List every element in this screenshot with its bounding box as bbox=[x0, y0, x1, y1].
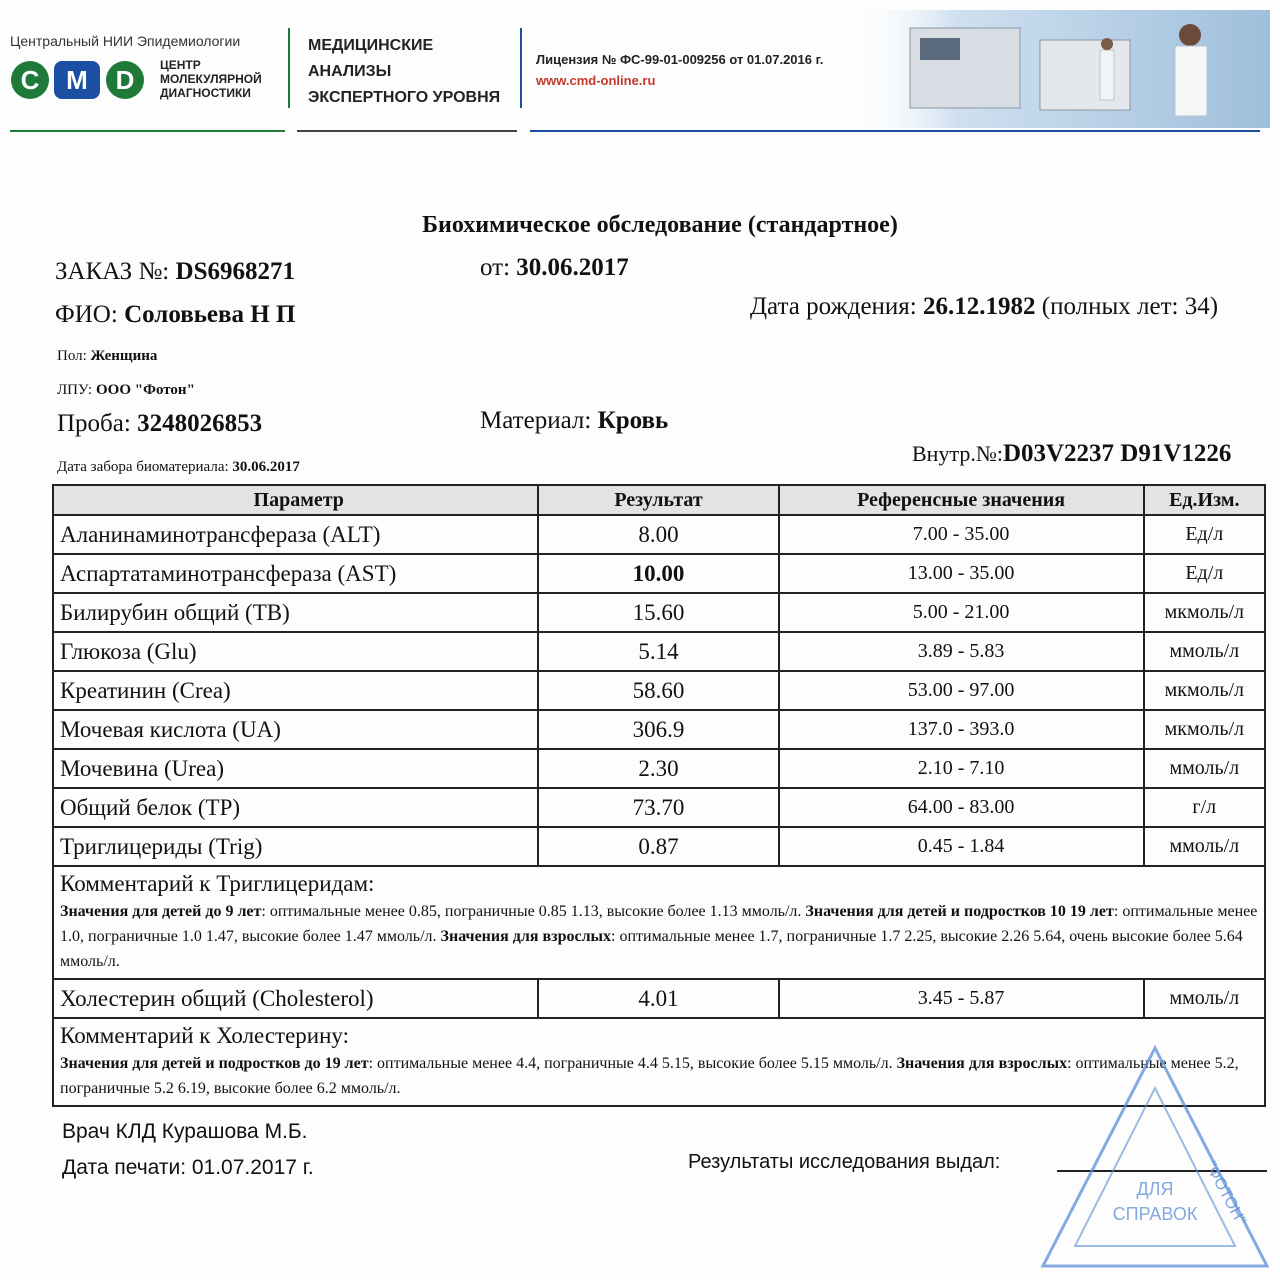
collect-value: 30.06.2017 bbox=[232, 459, 300, 475]
ref-cell: 7.00 - 35.00 bbox=[779, 515, 1144, 554]
unit-cell: ммоль/л bbox=[1144, 827, 1265, 866]
unit-cell: Ед/л bbox=[1144, 554, 1265, 593]
order-date-value: 30.06.2017 bbox=[516, 254, 629, 281]
unit-cell: г/л bbox=[1144, 788, 1265, 827]
trig-teen-text: : оптимальные менее 1.0, пограничные 1.0 1.47, высокие более 1.47 ммоль/л. bbox=[60, 903, 1258, 945]
header-divider-2 bbox=[520, 28, 522, 108]
order-value: DS6968271 bbox=[175, 258, 295, 285]
table-row bbox=[53, 710, 1265, 749]
table-row bbox=[53, 554, 1265, 593]
chol-adult-text: : оптимальные менее 5.2, пограничные 5.2 6.19, высокие более 6.2 ммоль/л. bbox=[60, 1055, 1239, 1097]
ref-cell: 3.89 - 5.83 bbox=[779, 632, 1144, 671]
stamp-line-2: СПРАВОК bbox=[1112, 1204, 1198, 1224]
age-value: (полных лет: 34) bbox=[1041, 293, 1219, 320]
param-cell: Мочевая кислота (UA) bbox=[53, 710, 538, 749]
order-label: ЗАКАЗ №: bbox=[55, 258, 170, 285]
internal-label: Внутр.№: bbox=[912, 441, 1003, 466]
chol-adult-label: Значения для взрослых bbox=[896, 1055, 1068, 1072]
ref-cell: 2.10 - 7.10 bbox=[779, 749, 1144, 788]
issued-by-label: Результаты исследования выдал: bbox=[688, 1151, 1001, 1173]
stamp-line-1: ДЛЯ bbox=[1136, 1179, 1174, 1199]
unit-cell: ммоль/л bbox=[1144, 979, 1265, 1018]
material bbox=[480, 407, 668, 435]
trig-teen-label: Значения для детей и подростков 10 19 лет bbox=[805, 903, 1114, 920]
unit-cell: Ед/л bbox=[1144, 515, 1265, 554]
ref-cell: 13.00 - 35.00 bbox=[779, 554, 1144, 593]
tagline-line-3: ЭКСПЕРТНОГО УРОВНЯ bbox=[308, 89, 501, 106]
sex-label: Пол: bbox=[57, 348, 87, 364]
header-underline-1 bbox=[10, 130, 285, 132]
doctor-name: Врач КЛД Курашова М.Б. bbox=[62, 1120, 308, 1143]
patient-sex bbox=[57, 348, 157, 365]
sample-number bbox=[57, 410, 262, 438]
table-row bbox=[53, 515, 1265, 554]
param-cell: Аланинаминотрансфераза (ALT) bbox=[53, 515, 538, 554]
logo-letter-c: C bbox=[20, 65, 40, 95]
param-cell: Глюкоза (Glu) bbox=[53, 632, 538, 671]
ref-cell: 64.00 - 83.00 bbox=[779, 788, 1144, 827]
param-cell: Билирубин общий (TB) bbox=[53, 593, 538, 632]
header-divider-1 bbox=[288, 28, 290, 108]
sample-value: 3248026853 bbox=[137, 410, 263, 437]
trig-adult-text: : оптимальные менее 1.7, пограничные 1.7 2.25, высокие 2.26 5.64, очень высокие более 5.64 ммоль/л. bbox=[60, 928, 1243, 970]
results-table bbox=[52, 484, 1266, 1107]
material-label: Материал: bbox=[480, 407, 592, 434]
ref-cell: 53.00 - 97.00 bbox=[779, 671, 1144, 710]
tagline bbox=[308, 33, 500, 111]
table-row bbox=[53, 749, 1265, 788]
lab-photo bbox=[850, 10, 1270, 128]
center-name bbox=[160, 58, 262, 100]
chol-children-label: Значения для детей и подростков до 19 лет bbox=[60, 1055, 369, 1072]
collect-date bbox=[57, 459, 300, 476]
unit-cell: мкмоль/л bbox=[1144, 593, 1265, 632]
stamp-top-text: "ФОТОН" bbox=[1201, 1158, 1249, 1228]
order-date bbox=[480, 254, 629, 282]
param-cell: Мочевина (Urea) bbox=[53, 749, 538, 788]
table-row bbox=[53, 671, 1265, 710]
param-cell: Креатинин (Crea) bbox=[53, 671, 538, 710]
chol-children-text: : оптимальные менее 4.4, пограничные 4.4 5.15, высокие более 5.15 ммоль/л. bbox=[368, 1055, 897, 1072]
trig-comment-row bbox=[53, 866, 1265, 979]
order-number bbox=[55, 258, 295, 286]
unit-cell: мкмоль/л bbox=[1144, 710, 1265, 749]
internal-value: D03V2237 D91V1226 bbox=[1002, 440, 1232, 467]
result-cell: 8.00 bbox=[538, 515, 778, 554]
page-title: Биохимическое обследование (стандартное) bbox=[422, 212, 898, 238]
lpu-label: ЛПУ: bbox=[57, 382, 93, 398]
lpu-value: ООО "Фотон" bbox=[95, 382, 195, 398]
table-row bbox=[53, 593, 1265, 632]
trig-children-label: Значения для детей до 9 лет bbox=[60, 903, 262, 920]
unit-cell: мкмоль/л bbox=[1144, 671, 1265, 710]
license-text: Лицензия № ФС-99-01-009256 от 01.07.2016 г. bbox=[536, 52, 824, 67]
tagline-line-1: МЕДИЦИНСКИЕ bbox=[308, 37, 434, 54]
param-cell: Аспартатаминотрансфераза (AST) bbox=[53, 554, 538, 593]
tagline-line-2: АНАЛИЗЫ bbox=[308, 63, 392, 80]
trig-comment-title: Комментарий к Триглицеридам: bbox=[60, 871, 375, 896]
fio-value: Соловьева Н П bbox=[124, 301, 296, 328]
institute-name: Центральный НИИ Эпидемиологии bbox=[10, 33, 241, 49]
ref-cell: 0.45 - 1.84 bbox=[779, 827, 1144, 866]
sample-label: Проба: bbox=[57, 410, 131, 437]
table-row bbox=[53, 788, 1265, 827]
unit-cell: ммоль/л bbox=[1144, 749, 1265, 788]
patient-lpu bbox=[57, 382, 195, 399]
cmd-logo bbox=[10, 58, 150, 102]
trig-comment-text bbox=[60, 899, 1258, 974]
chol-comment-title: Комментарий к Холестерину: bbox=[60, 1023, 350, 1048]
ref-cell: 137.0 - 393.0 bbox=[779, 710, 1144, 749]
result-cell: 0.87 bbox=[538, 827, 778, 866]
ref-cell: 5.00 - 21.00 bbox=[779, 593, 1144, 632]
center-line-2: МОЛЕКУЛЯРНОЙ bbox=[160, 72, 262, 86]
header-ref: Референсные значения bbox=[779, 485, 1144, 515]
logo-letter-d: D bbox=[115, 65, 135, 95]
param-cell: Триглицериды (Trig) bbox=[53, 827, 538, 866]
header-underline-3 bbox=[530, 130, 1260, 132]
website-link[interactable]: www.cmd-online.ru bbox=[536, 73, 656, 88]
birth-date bbox=[750, 293, 1218, 321]
result-cell: 4.01 bbox=[538, 979, 778, 1018]
center-line-1: ЦЕНТР bbox=[160, 58, 201, 72]
collect-label: Дата забора биоматериала: bbox=[57, 459, 229, 475]
result-cell-flagged: 10.00 bbox=[538, 554, 778, 593]
table-row bbox=[53, 827, 1265, 866]
header-unit: Ед.Изм. bbox=[1144, 485, 1265, 515]
trig-children-text: : оптимальные менее 0.85, пограничные 0.85 1.13, высокие более 1.13 ммоль/л. bbox=[261, 903, 806, 920]
result-cell: 58.60 bbox=[538, 671, 778, 710]
internal-number bbox=[912, 440, 1231, 468]
table-row bbox=[53, 632, 1265, 671]
param-cell: Общий белок (TP) bbox=[53, 788, 538, 827]
birth-label: Дата рождения: bbox=[750, 293, 917, 320]
print-date: Дата печати: 01.07.2017 г. bbox=[62, 1156, 314, 1179]
result-cell: 5.14 bbox=[538, 632, 778, 671]
material-value: Кровь bbox=[597, 407, 669, 434]
fio-label: ФИО: bbox=[55, 301, 118, 328]
stamp-icon bbox=[1035, 1040, 1275, 1275]
trig-comment bbox=[53, 866, 1265, 979]
header-param: Параметр bbox=[53, 485, 538, 515]
birth-value: 26.12.1982 bbox=[923, 293, 1036, 320]
unit-cell: ммоль/л bbox=[1144, 632, 1265, 671]
result-cell: 73.70 bbox=[538, 788, 778, 827]
patient-fio bbox=[55, 301, 295, 329]
center-line-3: ДИАГНОСТИКИ bbox=[160, 86, 251, 100]
logo-letter-m: M bbox=[66, 65, 88, 95]
table-row bbox=[53, 979, 1265, 1018]
result-cell: 2.30 bbox=[538, 749, 778, 788]
sex-value: Женщина bbox=[90, 348, 158, 364]
table-header-row bbox=[53, 485, 1265, 515]
result-cell: 15.60 bbox=[538, 593, 778, 632]
result-cell: 306.9 bbox=[538, 710, 778, 749]
trig-adult-label: Значения для взрослых bbox=[440, 928, 612, 945]
header-result: Результат bbox=[538, 485, 778, 515]
param-cell: Холестерин общий (Cholesterol) bbox=[53, 979, 538, 1018]
order-date-label: от: bbox=[480, 254, 511, 281]
header-underline-2 bbox=[297, 130, 517, 132]
ref-cell: 3.45 - 5.87 bbox=[779, 979, 1144, 1018]
